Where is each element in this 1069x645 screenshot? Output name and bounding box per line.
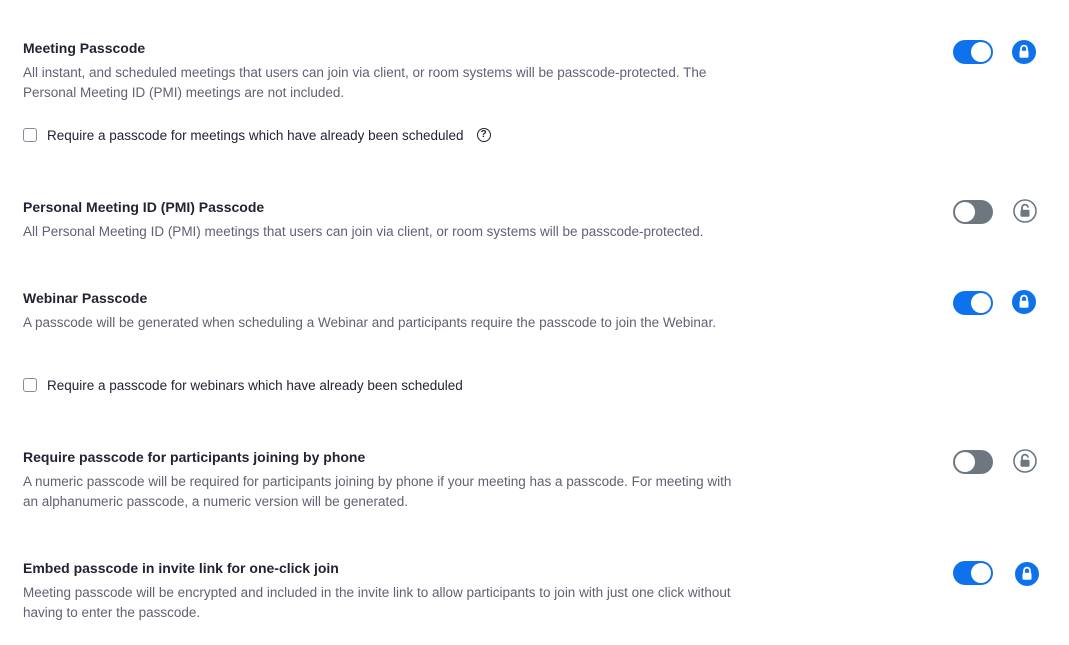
checkbox-label: Require a passcode for meetings which have already been scheduled bbox=[47, 127, 464, 143]
setting-title: Require passcode for participants joining by phone bbox=[23, 449, 366, 465]
phone-passcode-toggle[interactable] bbox=[953, 450, 993, 474]
setting-title: Webinar Passcode bbox=[23, 290, 148, 306]
setting-title: Personal Meeting ID (PMI) Passcode bbox=[23, 199, 265, 215]
meeting-passcode-scheduled-checkbox[interactable] bbox=[23, 128, 37, 142]
lock-icon[interactable] bbox=[1012, 290, 1036, 314]
meeting-passcode-toggle[interactable] bbox=[953, 40, 993, 64]
setting-description: All Personal Meeting ID (PMI) meetings that users can join via client, or room systems will be passcode-protected. bbox=[23, 224, 704, 239]
question-circle-icon[interactable]: ? bbox=[477, 128, 491, 142]
setting-description: A numeric passcode will be required for participants joining by phone if your meeting has a passcode. For meeting with an alphanumeric passcode, a numeric version will be generated. bbox=[23, 474, 732, 509]
setting-description: A passcode will be generated when scheduling a Webinar and participants require the passcode to join the Webinar. bbox=[23, 315, 716, 330]
lock-icon[interactable] bbox=[1012, 40, 1036, 64]
webinar-passcode-scheduled-checkbox[interactable] bbox=[23, 378, 37, 392]
toggle-knob bbox=[955, 452, 975, 472]
toggle-knob bbox=[971, 42, 991, 62]
pmi-passcode-toggle[interactable] bbox=[953, 200, 993, 224]
setting-title: Embed passcode in invite link for one-click join bbox=[23, 560, 339, 576]
toggle-knob bbox=[971, 293, 991, 313]
toggle-knob bbox=[955, 202, 975, 222]
setting-description: All instant, and scheduled meetings that users can join via client, or room systems will be passcode-protected. The Personal Meeting ID (PMI) meetings are not included. bbox=[23, 65, 707, 100]
unlock-icon[interactable] bbox=[1013, 199, 1037, 223]
lock-icon[interactable] bbox=[1015, 562, 1039, 586]
checkbox-row bbox=[23, 376, 463, 394]
webinar-passcode-toggle[interactable] bbox=[953, 291, 993, 315]
setting-description: Meeting passcode will be encrypted and included in the invite link to allow participants to join with just one click without having to enter the passcode. bbox=[23, 585, 731, 620]
setting-title: Meeting Passcode bbox=[23, 40, 146, 56]
toggle-knob bbox=[971, 563, 991, 583]
embed-passcode-toggle[interactable] bbox=[953, 561, 993, 585]
unlock-icon[interactable] bbox=[1013, 449, 1037, 473]
checkbox-row bbox=[23, 126, 491, 144]
checkbox-label: Require a passcode for webinars which have already been scheduled bbox=[47, 377, 463, 393]
